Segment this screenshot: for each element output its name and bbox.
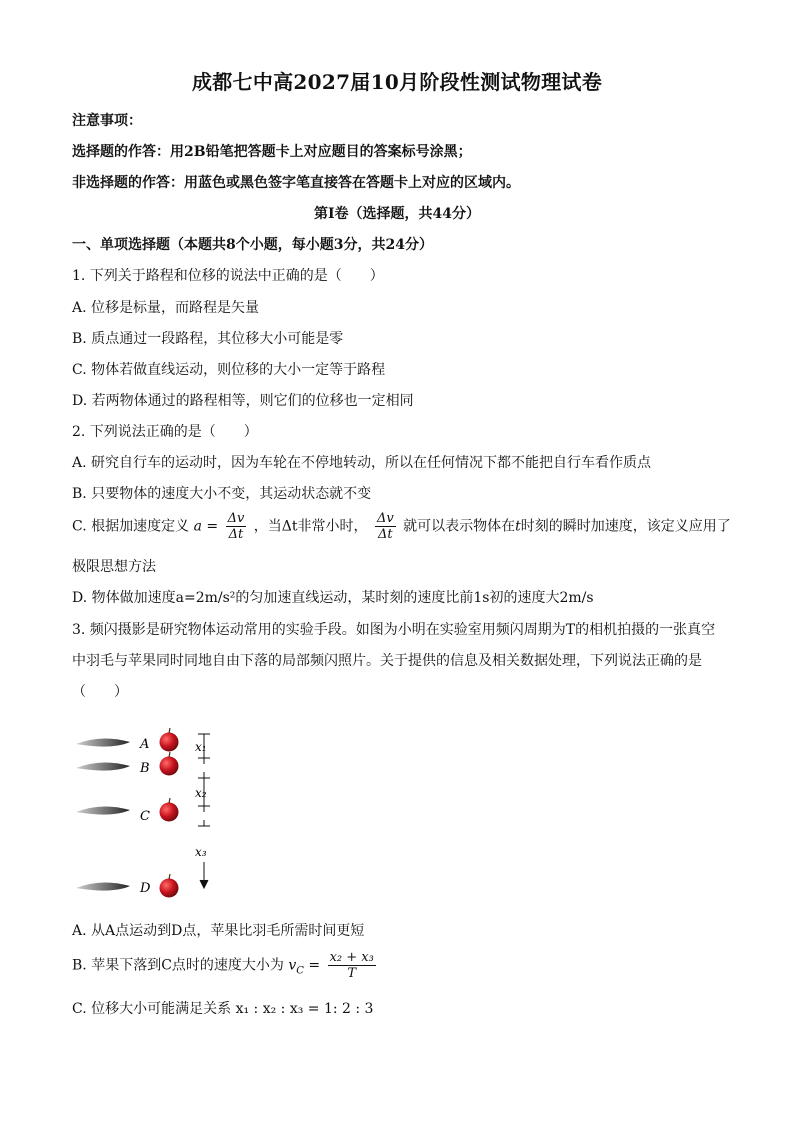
q2-option-b: B. 只要物体的速度大小不变，其运动状态就不变 (72, 486, 372, 502)
q1-option-a: A. 位移是标量，而路程是矢量 (72, 300, 260, 316)
q2-option-a: A. 研究自行车的运动时，因为车轮在不停地转动，所以在任何情况下都不能把自行车看作质点 (72, 455, 652, 471)
label-c: C (140, 809, 150, 824)
feather-icon (76, 762, 130, 770)
q2-option-d: D. 物体做加速度a=2m/s²的匀加速直线运动，某时刻的速度比前1s初的速度大2m/s (72, 590, 594, 606)
q3-b-text: B. 苹果下落到C点时的速度大小为 (72, 957, 284, 974)
part1-heading: 第Ⅰ卷（选择题，共44分） (313, 206, 481, 222)
q2-c-t: t (515, 518, 521, 535)
q2-stem: 2. 下列说法正确的是（ ） (72, 424, 258, 440)
q3-stem-line-1: 3. 频闪摄影是研究物体运动常用的实验手段。如图为小明在实验室用频闪周期为T的相机拍摄的一张真空 (72, 622, 716, 638)
q2-c-text-3: 就可以表示物体在 (403, 518, 516, 535)
apple-icon (160, 798, 179, 822)
q2-c-fraction-1 (226, 511, 247, 542)
q2-c-frac2-den: Δt (378, 527, 393, 542)
dim-x2: x₂ (195, 786, 207, 800)
q2-c-text-2: ，当Δt非常小时， (253, 518, 368, 535)
q1-option-b: B. 质点通过一段路程，其位移大小可能是零 (72, 331, 344, 347)
q1-stem: 1. 下列关于路程和位移的说法中正确的是（ ） (72, 268, 384, 284)
q1-option-c: C. 物体若做直线运动，则位移的大小一定等于路程 (72, 362, 386, 378)
q2-c-a: a = (193, 518, 219, 535)
apple-icon (160, 728, 179, 752)
q1-option-d: D. 若两物体通过的路程相等，则它们的位移也一定相同 (72, 393, 414, 409)
q2-c-frac2-num: Δv (376, 511, 394, 526)
q3-b-frac-den: T (347, 966, 357, 981)
strobe-photo-figure (72, 722, 232, 902)
row-a (76, 728, 179, 752)
q3-stem-line-2: 中羽毛与苹果同时同地自由下落的局部频闪照片。关于提供的信息及相关数据处理，下列说法正确的是 (72, 653, 702, 669)
notice-line-2: 非选择题的作答：用蓝色或黑色签字笔直接答在答题卡上对应的区域内。 (72, 175, 520, 191)
q2-option-c-continued: 极限思想方法 (72, 559, 156, 575)
label-a: A (140, 737, 150, 752)
q2-c-text-4: 时刻的瞬时加速度，该定义应用了 (520, 518, 731, 535)
feather-icon (76, 806, 130, 814)
row-c (76, 798, 179, 824)
label-b: B (140, 761, 150, 776)
q3-option-b (72, 950, 379, 981)
q3-b-frac-num: x₂ + x₃ (329, 950, 374, 965)
q3-b-eq: = (308, 957, 321, 974)
q2-c-fraction-2 (375, 511, 396, 542)
q3-option-a: A. 从A点运动到D点，苹果比羽毛所需时间更短 (72, 923, 365, 939)
q3-stem-line-3: （ ） (72, 684, 128, 700)
dimension-lines (198, 734, 210, 888)
feather-icon (76, 738, 130, 746)
exam-title: 成都七中高2027届10月阶段性测试物理试卷 (191, 70, 603, 94)
q2-c-frac-num: Δv (227, 511, 245, 526)
apple-icon (160, 874, 179, 898)
q2-option-c (72, 511, 731, 542)
feather-icon (76, 882, 130, 890)
row-d (76, 874, 179, 898)
row-b (76, 752, 179, 776)
notice-line-1: 选择题的作答：用2B铅笔把答题卡上对应题目的答案标号涂黑； (72, 144, 472, 160)
label-d: D (140, 881, 151, 896)
q3-b-sub: C (296, 965, 304, 977)
q2-c-frac-den: Δt (228, 527, 244, 542)
notice-heading: 注意事项： (72, 113, 142, 129)
apple-icon (160, 752, 179, 776)
q3-b-v: v (288, 957, 297, 974)
dim-x3: x₃ (195, 845, 207, 859)
q3-b-fraction (328, 950, 376, 981)
q2-c-text-1: C. 根据加速度定义 (72, 518, 190, 535)
q3-option-c: C. 位移大小可能满足关系 x₁ : x₂ : x₃ = 1: 2 : 3 (72, 1001, 374, 1017)
dim-x1: x₁ (195, 740, 207, 754)
section1-heading: 一、单项选择题（本题共8个小题，每小题3分，共24分） (72, 237, 433, 253)
